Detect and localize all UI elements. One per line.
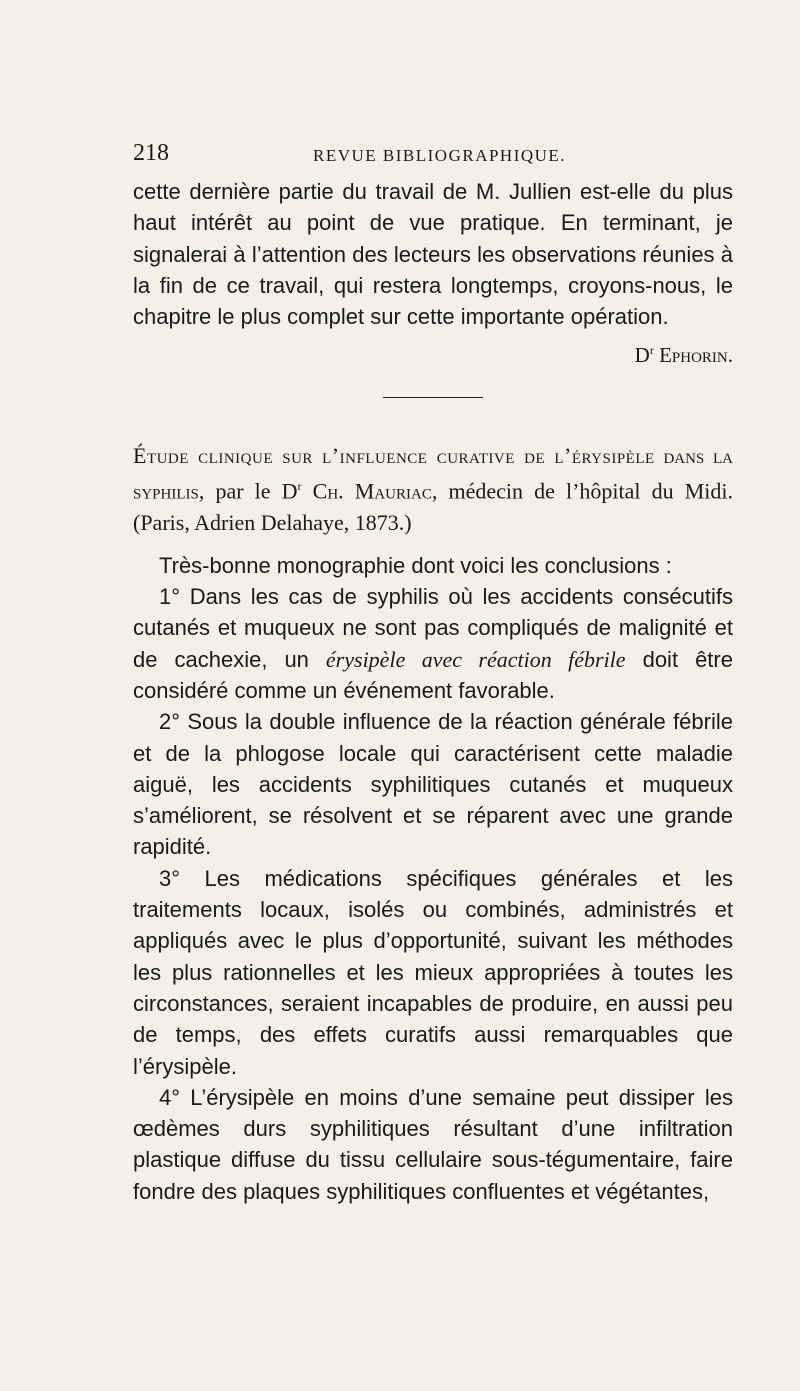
signature-prefix: D [634,343,650,368]
page-number: 218 [133,140,169,166]
conclusion-1 [133,581,733,706]
conclusion-1-b: doit être considéré comme un événement favorable. [133,646,733,703]
conclusion-3: 3° Les médications spécifiques générales et les traitements locaux, isolés ou combinés, administrés et appliqués avec le plus d’opportunité, suivant les méthodes les plus rationnelles et les mieux appropriées à toutes les circonstances, seraient incapables de produire, en aussi peu de temps, des effets curatifs aussi remarquables que l’érysipèle. [133,865,733,1079]
conclusion-1-a: 1° Dans les cas de syphilis où les accidents consécutifs cutanés et muqueux ne sont pas compliqués de malignité et de cachexie, un [133,584,733,672]
conclusion-4: 4° L’érysipèle en moins d’une semaine peut dissiper les œdèmes durs syphilitiques résultant d’une infiltration plastique diffuse du tissu cellulaire sous-tégumentaire, faire fondre des plaques syphilitiques confluentes et végétantes, [133,1084,733,1204]
running-header [133,140,733,170]
review-author: Ch. Mauriac, [301,478,438,504]
signature-sup: r [649,343,654,358]
signature [133,334,733,371]
review-title-sup: r [297,479,302,494]
review-title-line1: Étude clinique sur l’influence curative de l’érysipèle [133,443,655,469]
review-title-by: par le D [204,478,298,504]
lead-paragraph: Très-bonne monographie dont voici les conclusions : [159,552,672,578]
intro-paragraph: cette dernière partie du travail de M. Jullien est-elle du plus haut intérêt au point de vue pratique. En terminant, je signalerai à l’attention des lecteurs les observations réunies à la fin de ce travail, qui restera longtemps, croyons-nous, le chapitre le plus complet sur cette importante opération. [133,179,733,330]
running-title: REVUE BIBLIOGRAPHIQUE. [313,146,567,165]
conclusion-2: 2° Sous la double influence de la réaction générale fébrile et de la phlogose locale qui caractérisent cette maladie aiguë, les accidents syphilitiques cutanés et muqueux s’améliorent, se résolvent et se réparent avec une grande rapidité. [133,709,733,860]
review-title-rest: médecin de l’hôpital du Midi. (Paris, Adrien Delahaye, 1873.) [133,478,733,535]
signature-name: Ephorin. [659,343,733,368]
review-title-line2: dans la syphilis, [133,443,734,504]
conclusion-1-italic: érysipèle avec réaction fébrile [325,646,626,672]
main-text [133,176,733,1207]
review-title [133,440,733,537]
